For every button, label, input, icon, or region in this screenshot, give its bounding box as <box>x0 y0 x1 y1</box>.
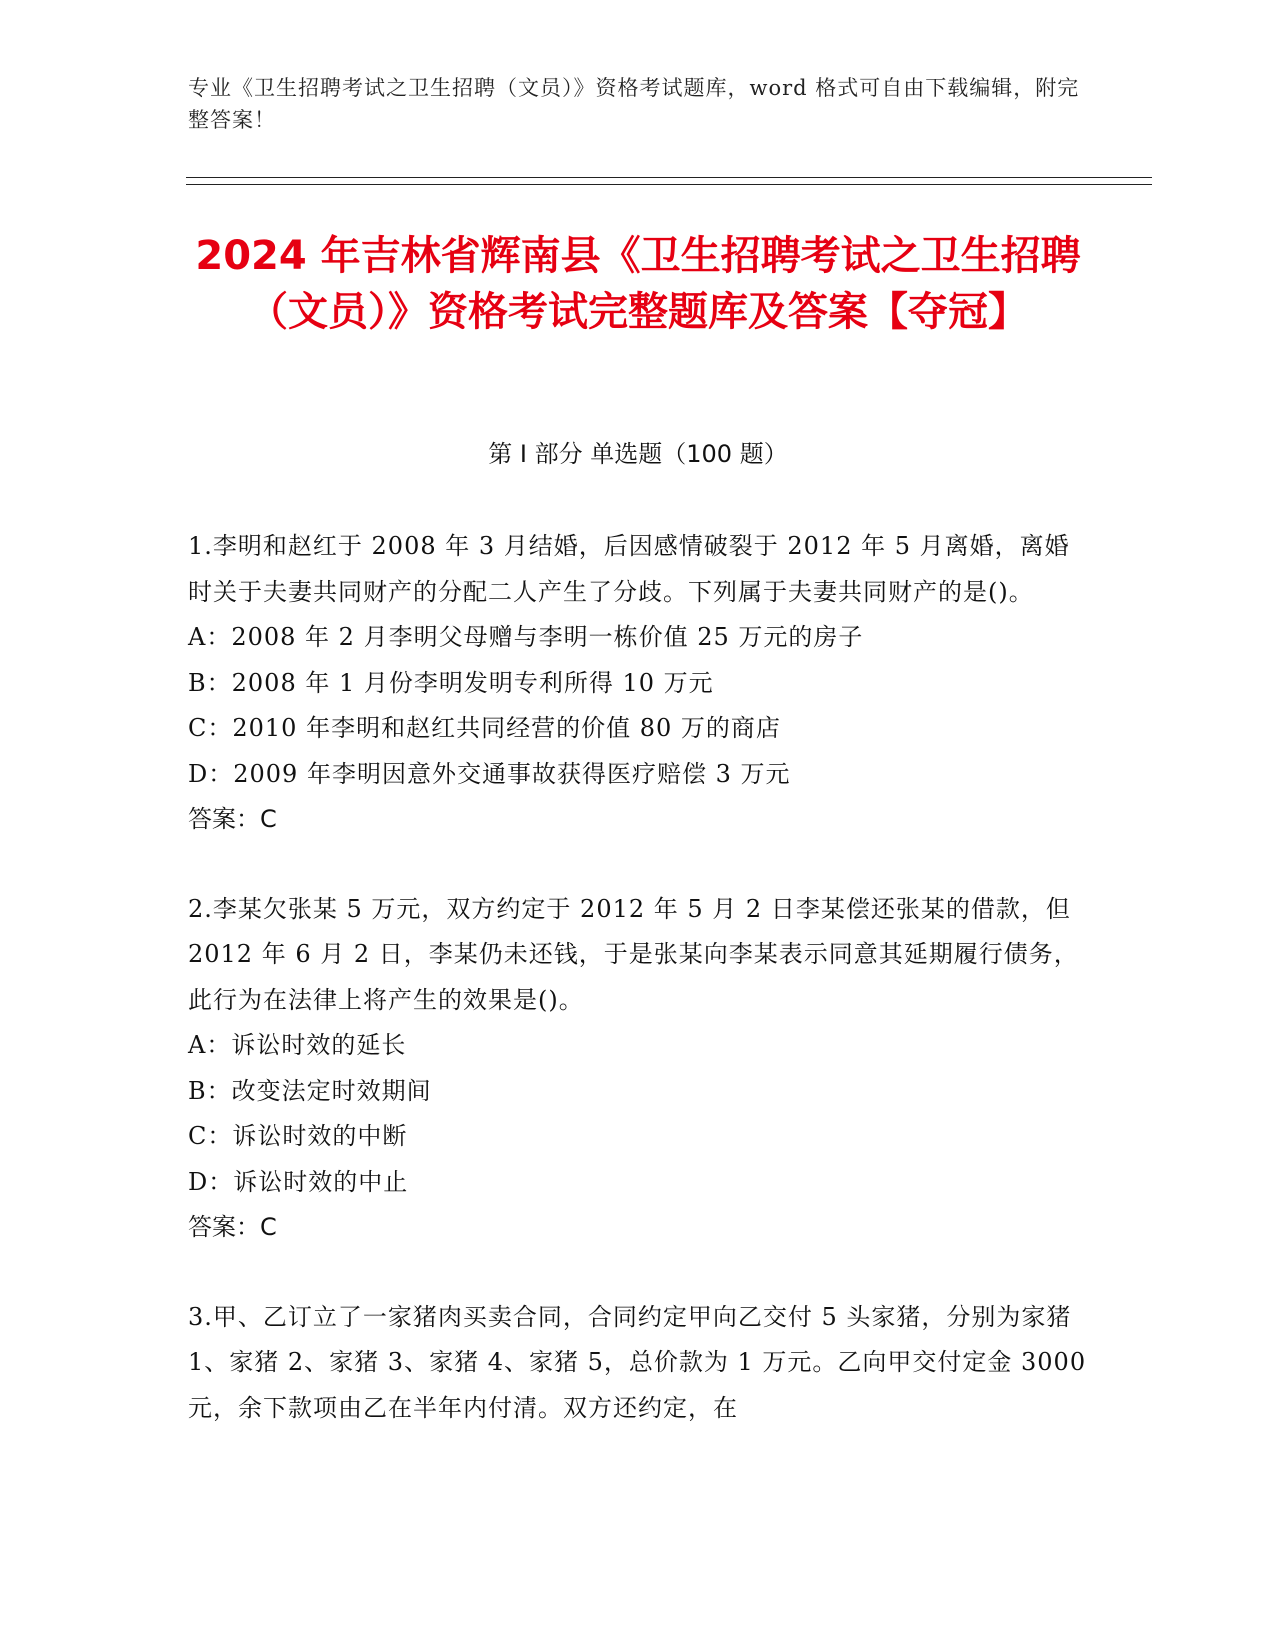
option-c: C：诉讼时效的中断 <box>188 1122 408 1150</box>
option-c: C：2010 年李明和赵红共同经营的价值 80 万的商店 <box>188 714 781 742</box>
answer: 答案：C <box>188 1213 277 1241</box>
section-title: 第 I 部分 单选题（100 题） <box>488 440 788 468</box>
answer: 答案：C <box>188 805 277 833</box>
option-a: A：2008 年 2 月李明父母赠与李明一栋价值 25 万元的房子 <box>188 623 864 651</box>
option-b: B：2008 年 1 月份李明发明专利所得 10 万元 <box>188 668 714 697</box>
header-note: 专业《卫生招聘考试之卫生招聘（文员）》资格考试题库，word 格式可自由下载编辑，附完整答案！ <box>188 76 1080 132</box>
question-text: 2.李某欠张某 5 万元，双方约定于 2012 年 5 月 2 日李某偿还张某的借款，但 2012 年 6 月 2 日，李某仍未还钱，于是张某向李某表示同意其延期履行债务，此行为在法律上将产生的效果是()。 <box>188 894 1079 1014</box>
option-d: D：诉讼时效的中止 <box>188 1167 409 1196</box>
document-title: 2024 年吉林省辉南县《卫生招聘考试之卫生招聘（文员）》资格考试完整题库及答案【夺冠】 <box>195 233 1081 335</box>
question-list <box>188 524 1088 1475</box>
question-text: 1.李明和赵红于 2008 年 3 月结婚，后因感情破裂于 2012 年 5 月离婚，离婚时关于夫妻共同财产的分配二人产生了分歧。下列属于夫妻共同财产的是()。 <box>188 532 1070 606</box>
header-rule-bottom <box>186 184 1152 185</box>
header-rule-top <box>186 177 1152 178</box>
option-a: A：诉讼时效的延长 <box>188 1031 407 1059</box>
option-b: B：改变法定时效期间 <box>188 1076 432 1105</box>
question-2 <box>188 887 1088 1251</box>
question-1 <box>188 524 1088 843</box>
question-text: 3.甲、乙订立了一家猪肉买卖合同，合同约定甲向乙交付 5 头家猪，分别为家猪 1、家猪 2、家猪 3、家猪 4、家猪 5，总价款为 1 万元。乙向甲交付定金 3000 元，余下款项由乙在半年内付清。双方还约定，在 <box>188 1302 1087 1422</box>
question-3 <box>188 1295 1088 1432</box>
option-d: D：2009 年李明因意外交通事故获得医疗赔偿 3 万元 <box>188 759 791 788</box>
